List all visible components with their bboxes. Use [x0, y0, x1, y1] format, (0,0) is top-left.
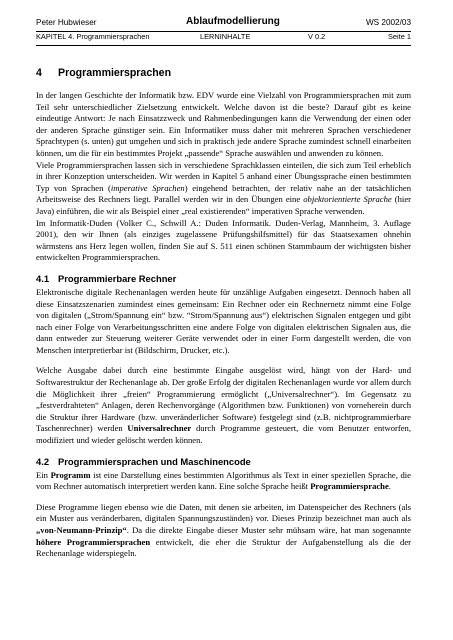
term-programmiersprache: Programmiersprache — [310, 481, 389, 492]
term-hoehere-sprachen: höhere Programmiersprachen — [36, 536, 151, 547]
section-heading-4-2 — [36, 456, 411, 467]
emphasis-object-oriented: objektorientierte Sprache — [303, 194, 392, 205]
section-number: 4.1 — [36, 272, 50, 284]
section-heading-4-1 — [36, 273, 411, 284]
paragraph-universal-computers: Welche Ausgabe dabei durch eine bestimmte Eingabe ausgelöst wird, hängt von der Hard- und Softwarestruktur der Rechenanlage ab. Der große Erfolg der digitalen Rechenanlagen wurde vor allem durch die Möglichkeit ihrer „freien“ Programmierung ermöglicht („Universalrechner“). Im Gegensatz zu „festverdrahteten“ Anlagen, deren Rechenvorgänge (Algorithmen bzw. Funktionen) von vorneherein durch die Struktur ihrer Hardware (bzw. unveränderlicher Software) festgelegt sind (z.B. nichtprogrammierbare Taschenrechner) werden Universalrechner durch Programme gesteuert, die vom Benutzer entworfen, modifiziert und wieder gelöscht werden können. — [36, 365, 411, 446]
subheader-rule — [36, 45, 411, 46]
section-title: Programmierbare Rechner — [58, 272, 177, 284]
section-title: Programmiersprachen und Maschinencode — [58, 455, 251, 467]
paragraph-digital-signals: Elektronische digitale Rechenanlagen werden heute für unzählige Aufgaben eingesetzt. Dennoch haben all diese Einsatzszenarien zumindest eines gemeinsam: Ein Rechner oder ein Rechnernetz nimmt eine Folge von digitalen („Strom/Spannung ein“ bzw. “Strom/Spannung aus“) elektrischen Signalen entgegen und gibt nach einer Folge von Verarbeitungsschritten eine andere Folge von digitalen elektrischen Signalen aus, die dann entweder zur Steuerung weiterer Geräte verwendet oder in einer Form dargestellt werden, die von Menschen interpretierbar ist (Bildschirm, Drucker, etc.). — [36, 286, 411, 355]
running-subheader — [36, 32, 411, 44]
header-title: Ablaufmodellierung — [186, 16, 280, 27]
paragraph-von-neumann: Diese Programme liegen ebenso wie die Daten, mit denen sie arbeiten, im Datenspeicher des Rechners (als ein Muster aus veränderbaren, digitalen Spannungszuständen) vor. Dieses Prinzip bezeichnet man auch als „von-Neumann-Prinzip“. Da die direkte Eingabe dieser Muster sehr mühsam wäre, hat man sogenannte höhere Programmiersprachen entwickelt, die eher die Struktur der Aufgabenstellung als die der Rechenanlage widerspiegeln. — [36, 501, 411, 559]
header-chapter: KAPITEL 4. Programmiersprachen — [36, 32, 150, 41]
term-programm: Programm — [50, 469, 91, 480]
paragraph-language-classes: Viele Programmiersprachen lassen sich in verschiedene Sprachklassen einteilen, die sich zum Teil erheblich in ihrer Konzeption unterscheiden. Wir werden in Kapitel 5 anhand einer Übungssprache einen bestimmten Typ von Sprachen (imperative Sprachen) eingehend betrachten, der relativ nahe an der tatsächlichen Arbeitsweise des Rechners liegt. Parallel werden wir in den Übungen eine objektorientierte Sprache (hier Java) einführen, die wir als Beispiel einer „real existierenden“ imperativen Sprache verwenden. — [36, 159, 411, 216]
term-von-neumann: „von-Neumann-Prinzip“ — [36, 525, 127, 535]
document-body — [36, 58, 411, 560]
term-universalrechner: Universalrechner — [127, 423, 192, 434]
paragraph-program-definition: Ein Programm ist eine Darstellung eines bestimmten Algorithmus als Text in einer speziellen Sprache, die vom Rechner automatisch interpretiert werden kann. Eine solche Sprache heißt Programmiersprache. — [36, 469, 411, 492]
paragraph-duden: Im Informatik-Duden (Volker C., Schwill A.: Duden Informatik. Duden-Verlag, Mannheim, 3. Auflage 2001), den wir Ihnen (als einziges zugelassene Prüfungshilfsmittel) für das Staatsexamen ohnehin wärmstens ans Herz legen wollen, finden Sie auf S. 511 einen schönen Stammbaum der wichtigsten bisher entwickelten Programmiersprachen. — [36, 217, 411, 263]
running-header — [36, 18, 411, 30]
header-section: LERNINHALTE — [200, 32, 251, 41]
header-author: Peter Hubwieser — [36, 18, 97, 27]
section-number: 4.2 — [36, 455, 50, 467]
emphasis-imperative: imperative Sprachen — [110, 182, 185, 193]
header-page-number: Seite 1 — [387, 32, 411, 41]
header-version: V 0.2 — [308, 32, 326, 41]
chapter-heading — [36, 67, 411, 79]
chapter-number: 4 — [36, 67, 42, 79]
paragraph-intro: In der langen Geschichte der Informatik bzw. EDV wurde eine Vielzahl von Programmiersprachen mit zum Teil sehr unterschiedlicher Zielsetzung entwickelt. Welche davon ist die beste? Darauf gibt es keine eindeutige Antwort: Je nach Einsatzzweck und Rahmenbedingungen kann die Verwendung der einen oder der anderen Sprache günstiger sein. Ein Informatiker muss daher mit mehreren Sprachen verschiedener Sprachtypen (s. unten) gut umgehen und sich in praktisch jede andere Sprache zumindest schnell einarbeiten können, um die für ein bestimmtes Projekt „passende“ Sprache auswählen und anwenden zu können. — [36, 90, 411, 158]
chapter-title: Programmiersprachen — [58, 67, 172, 79]
header-term: WS 2002/03 — [365, 18, 411, 27]
